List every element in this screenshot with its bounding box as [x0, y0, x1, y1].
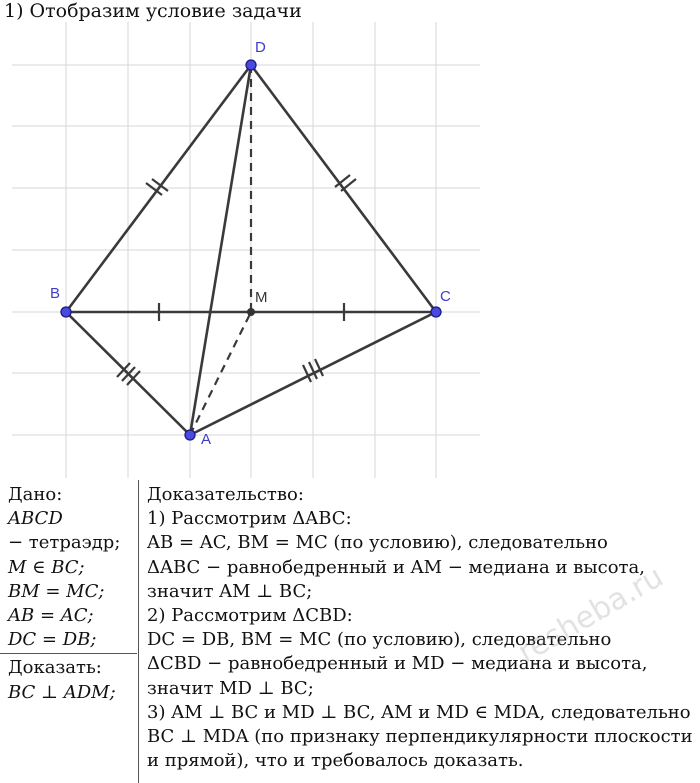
given-column — [8, 483, 136, 705]
vertex-B — [61, 307, 71, 317]
given-line: ABCD — [8, 508, 63, 530]
label-B: B — [50, 285, 61, 302]
column-divider — [138, 480, 139, 783]
given-line: BM = MC; — [8, 580, 105, 602]
proof-line: 3) AM ⊥ BC и MD ⊥ BC, AM и MD ∈ MDA, следовательно — [147, 701, 691, 723]
proof-line: 2) Рассмотрим ΔCBD: — [147, 605, 353, 627]
label-A: A — [201, 431, 212, 448]
vertex-D — [246, 60, 256, 70]
proof-line: DC = DB, BM = MC (по условию), следовательно — [147, 629, 612, 651]
label-D: D — [255, 39, 266, 56]
watermark: resheba.ru — [512, 559, 670, 671]
label-M: M — [255, 289, 268, 306]
prove-statement: BC ⊥ ADM; — [8, 681, 116, 703]
given-line: M ∈ BC; — [8, 556, 85, 578]
section-heading: 1) Отобразим условие задачи — [4, 0, 302, 22]
given-title: Дано: — [8, 484, 63, 505]
proof-line: 1) Рассмотрим ΔABC: — [147, 508, 352, 530]
vertex-A — [185, 430, 195, 440]
prove-title: Доказать: — [8, 657, 102, 679]
proof-column — [147, 483, 699, 773]
proof-line: ΔABC − равнобедренный и AM − медиана и высота, — [147, 556, 645, 578]
given-line: DC = DB; — [8, 629, 97, 651]
proof-title: Доказательство: — [147, 484, 304, 505]
proof-line: AB = AC, BM = MC (по условию), следовательно — [147, 532, 608, 554]
proof-line: ΔCBD − равнобедренный и MD − медиана и высота, — [147, 653, 648, 675]
proof-line: BC ⊥ MDA (по признаку перпендикулярности плоскости — [147, 726, 693, 748]
vertex-C — [431, 307, 441, 317]
label-C: C — [440, 288, 451, 305]
tick-marks — [117, 175, 356, 385]
given-line: − тетраэдр; — [8, 532, 121, 554]
given-line: AB = AC; — [8, 605, 94, 627]
point-M — [247, 308, 255, 316]
proof-line: значит AM ⊥ BC; — [147, 580, 313, 602]
proof-line: значит MD ⊥ BC; — [147, 677, 314, 699]
proof-line: и прямой), что и требовалось доказать. — [147, 750, 524, 772]
